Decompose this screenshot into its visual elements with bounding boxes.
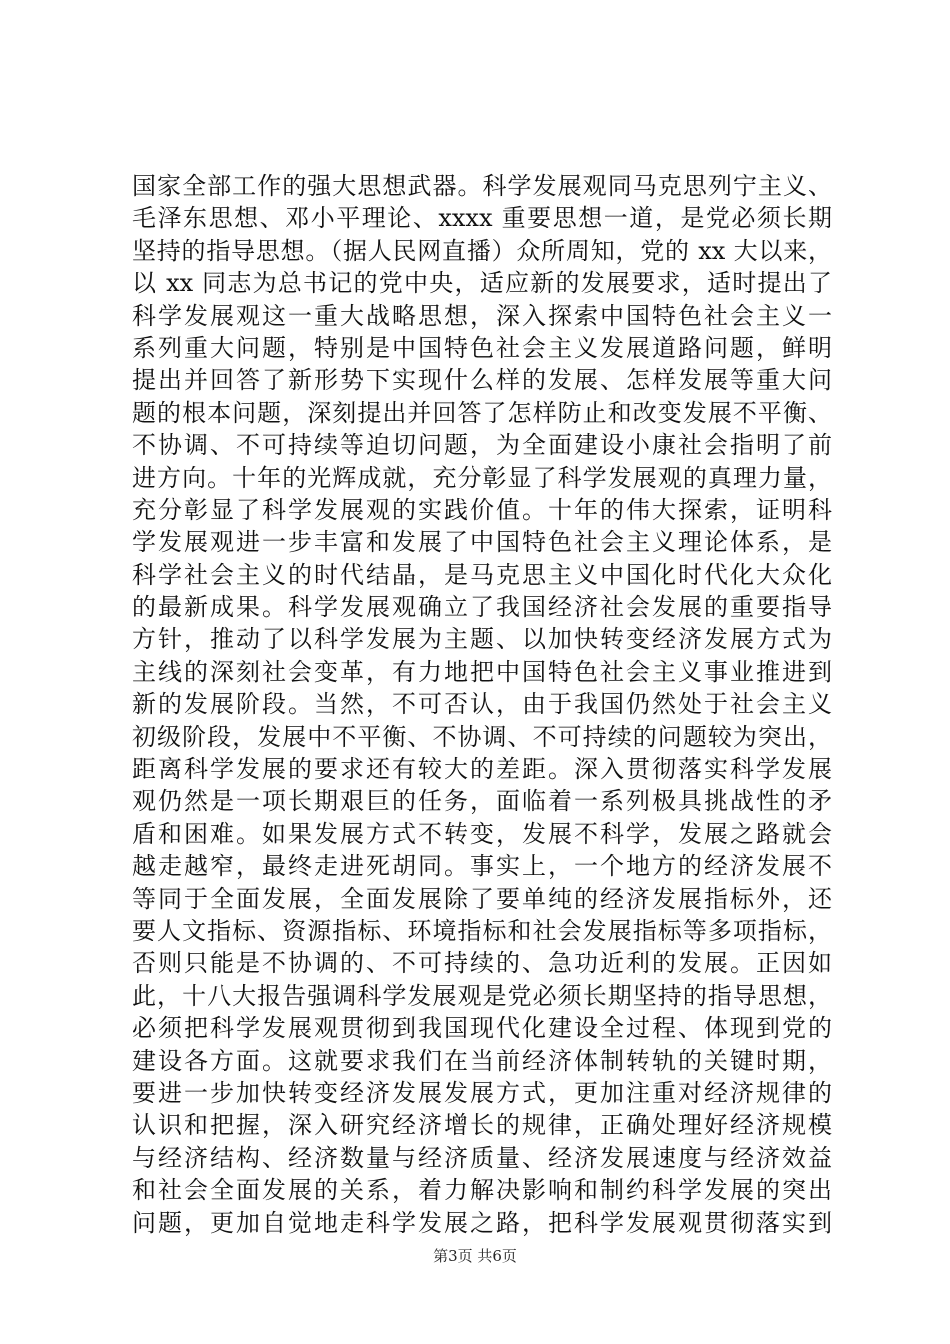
text-line: 必须把科学发展观贯彻到我国现代化建设全过程、体现到党的 [132, 1014, 832, 1043]
text-line: 科学发展观这一重大战略思想，深入探索中国特色社会主义一 [132, 301, 832, 330]
text-line: 认识和把握，深入研究经济增长的规律，正确处理好经济规模 [132, 1111, 832, 1140]
text-line: 毛泽东思想、邓小平理论、xxxx 重要思想一道，是党必须长期 [132, 204, 832, 233]
text-line: 问题，更加自觉地走科学发展之路，把科学发展观贯彻落实到 [132, 1208, 832, 1237]
page-number-footer: 第3页 共6页 [433, 1247, 517, 1265]
text-line: 否则只能是不协调的、不可持续的、急功近利的发展。正因如 [132, 949, 832, 978]
text-line: 国家全部工作的强大思想武器。科学发展观同马克思列宁主义、 [132, 172, 832, 200]
text-line: 充分彰显了科学发展观的实践价值。十年的伟大探索，证明科 [132, 495, 832, 524]
text-line: 观仍然是一项长期艰巨的任务，面临着一系列极具挑战性的矛 [132, 787, 832, 816]
text-line: 科学社会主义的时代结晶，是马克思主义中国化时代化大众化 [132, 560, 832, 589]
text-line: 的最新成果。科学发展观确立了我国经济社会发展的重要指导 [132, 593, 832, 622]
text-line: 不协调、不可持续等迫切问题，为全面建设小康社会指明了前 [132, 431, 832, 460]
text-line: 初级阶段，发展中不平衡、不协调、不可持续的问题较为突出， [132, 722, 832, 751]
text-line: 建设各方面。这就要求我们在当前经济体制转轨的关键时期， [132, 1046, 832, 1075]
text-line: 等同于全面发展，全面发展除了要单纯的经济发展指标外，还 [132, 884, 832, 913]
text-line: 距离科学发展的要求还有较大的差距。深入贯彻落实科学发展 [132, 755, 832, 784]
text-line: 与经济结构、经济数量与经济质量、经济发展速度与经济效益 [132, 1143, 832, 1172]
text-line: 新的发展阶段。当然，不可否认，由于我国仍然处于社会主义 [132, 690, 832, 719]
text-line: 学发展观进一步丰富和发展了中国特色社会主义理论体系，是 [132, 528, 832, 557]
body-text [132, 170, 832, 1239]
text-line: 题的根本问题，深刻提出并回答了怎样防止和改变发展不平衡、 [132, 398, 832, 427]
text-line: 和社会全面发展的关系，着力解决影响和制约科学发展的突出 [132, 1176, 832, 1205]
text-line: 盾和困难。如果发展方式不转变，发展不科学，发展之路就会 [132, 819, 832, 848]
text-line: 以 xx 同志为总书记的党中央，适应新的发展要求，适时提出了 [132, 269, 832, 298]
text-line: 系列重大问题，特别是中国特色社会主义发展道路问题，鲜明 [132, 333, 832, 362]
text-line: 主线的深刻社会变革，有力地把中国特色社会主义事业推进到 [132, 657, 832, 686]
text-line: 方针，推动了以科学发展为主题、以加快转变经济发展方式为 [132, 625, 832, 654]
text-line: 提出并回答了新形势下实现什么样的发展、怎样发展等重大问 [132, 366, 832, 395]
text-line: 要人文指标、资源指标、环境指标和社会发展指标等多项指标， [132, 916, 832, 945]
text-line: 越走越窄，最终走进死胡同。事实上，一个地方的经济发展不 [132, 852, 832, 881]
text-line: 要进一步加快转变经济发展发展方式，更加注重对经济规律的 [132, 1078, 832, 1107]
text-line: 坚持的指导思想。（据人民网直播）众所周知，党的 xx 大以来， [132, 236, 832, 265]
text-line: 进方向。十年的光辉成就，充分彰显了科学发展观的真理力量， [132, 463, 832, 492]
text-line: 此，十八大报告强调科学发展观是党必须长期坚持的指导思想， [132, 981, 832, 1010]
